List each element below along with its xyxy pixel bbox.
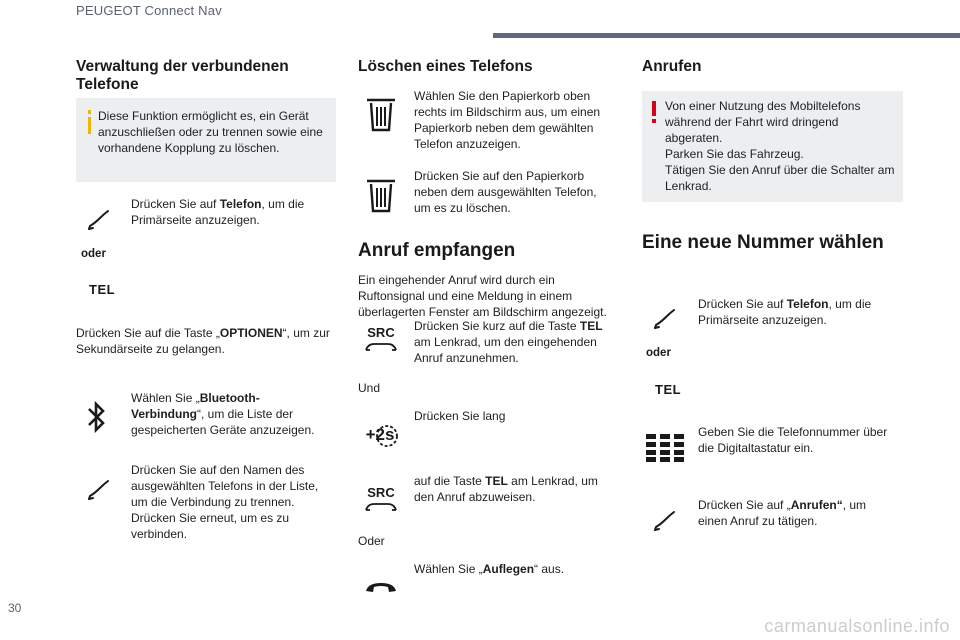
page-number: 30 [8, 601, 22, 615]
hangup-step: Wählen Sie „Auflegen“ aus. [414, 562, 565, 576]
section-title-manage-phones: Verwaltung der verbundenen Telefone [76, 58, 289, 93]
step-press-telefon: Drücken Sie auf Telefon, um die Primärseite anzuzeigen. [131, 197, 305, 227]
src-label: SRC [367, 485, 395, 500]
header-title: PEUGEOT Connect Nav [76, 3, 222, 18]
src-steering-button-icon [364, 325, 398, 352]
warning-box [642, 91, 903, 202]
src-label: SRC [367, 325, 395, 340]
receive-intro: Ein eingehender Anruf wird durch ein Ruftonsignal und eine Meldung in einem überlagerten Fenster am Bildschirm angezeigt. [358, 273, 607, 319]
delete-step-1: Wählen Sie den Papierkorb oben rechts im Bildschirm aus, um einen Papierkorb neben dem gewählten Telefon anzuzeigen. [414, 89, 601, 151]
section-title-receive-call: Anruf empfangen [358, 240, 516, 261]
section-title-delete-phone: Löschen eines Telefons [358, 58, 533, 75]
info-icon [88, 110, 91, 134]
new-number-step-1: Drücken Sie auf Telefon, um die Primärseite anzuzeigen. [698, 297, 872, 327]
und-label: Und [358, 381, 381, 395]
tel-label: TEL [89, 282, 116, 297]
warning-icon [652, 101, 656, 123]
step-options: Drücken Sie auf die Taste „OPTIONEN“, um zur Sekundärseite zu gelangen. [76, 326, 330, 356]
oder-label: Oder [358, 534, 385, 548]
bluetooth-icon [86, 400, 108, 434]
pen-icon [652, 306, 678, 332]
accept-step: Drücken Sie kurz auf die Taste TEL am Lenkrad, um den eingehenden Anruf anzunehmen. [414, 319, 603, 365]
call-step: Drücken Sie auf „Anrufen“, um einen Anruf zu tätigen. [698, 498, 867, 528]
trash-icon [366, 178, 396, 214]
hangup-phone-icon [364, 580, 398, 594]
keypad-step: Geben Sie die Telefonnummer über die Digitaltastatur ein. [698, 425, 888, 455]
trash-icon [366, 97, 396, 133]
step-press-name: Drücken Sie auf den Namen des ausgewählten Telefons in der Liste, um die Verbindung zu trennen. Drücken Sie erneut, um es zu verbinden. [131, 463, 319, 541]
reject-step: auf die Taste TEL am Lenkrad, um den Anruf abzuweisen. [414, 474, 598, 504]
oder-label: oder [646, 347, 671, 359]
long-press-step: Drücken Sie lang [414, 409, 506, 423]
section-title-make-call: Anrufen [642, 58, 702, 75]
oder-label: oder [81, 248, 106, 260]
header-accent-bar [493, 33, 960, 38]
section-title-new-number: Eine neue Nummer wählen [642, 232, 884, 253]
keypad-icon [646, 434, 684, 462]
info-box [76, 98, 336, 182]
src-steering-button-icon [364, 485, 398, 512]
pen-icon [86, 477, 112, 503]
pen-icon [86, 207, 112, 233]
tel-label: TEL [655, 382, 682, 397]
watermark: carmanualsonline.info [764, 616, 950, 636]
pen-icon [652, 508, 678, 534]
delete-step-2: Drücken Sie auf den Papierkorb neben dem ausgewählten Telefon, um es zu löschen. [414, 169, 597, 215]
info-text: Diese Funktion ermöglicht es, ein Gerät anzuschließen oder zu trennen sowie eine vorhandene Kopplung zu löschen. [98, 109, 323, 155]
step-bluetooth: Wählen Sie „Bluetooth-Verbindung“, um die Liste der gespeicherten Geräte anzuzeigen. [131, 391, 315, 437]
warning-text: Von einer Nutzung des Mobiltelefons während der Fahrt wird dringend abgeraten. Parken Sie das Fahrzeug. Tätigen Sie den Anruf über die Schalter am Lenkrad. [665, 99, 895, 193]
long-press-2s-icon [358, 424, 402, 448]
long-press-label: +2s [365, 425, 395, 444]
